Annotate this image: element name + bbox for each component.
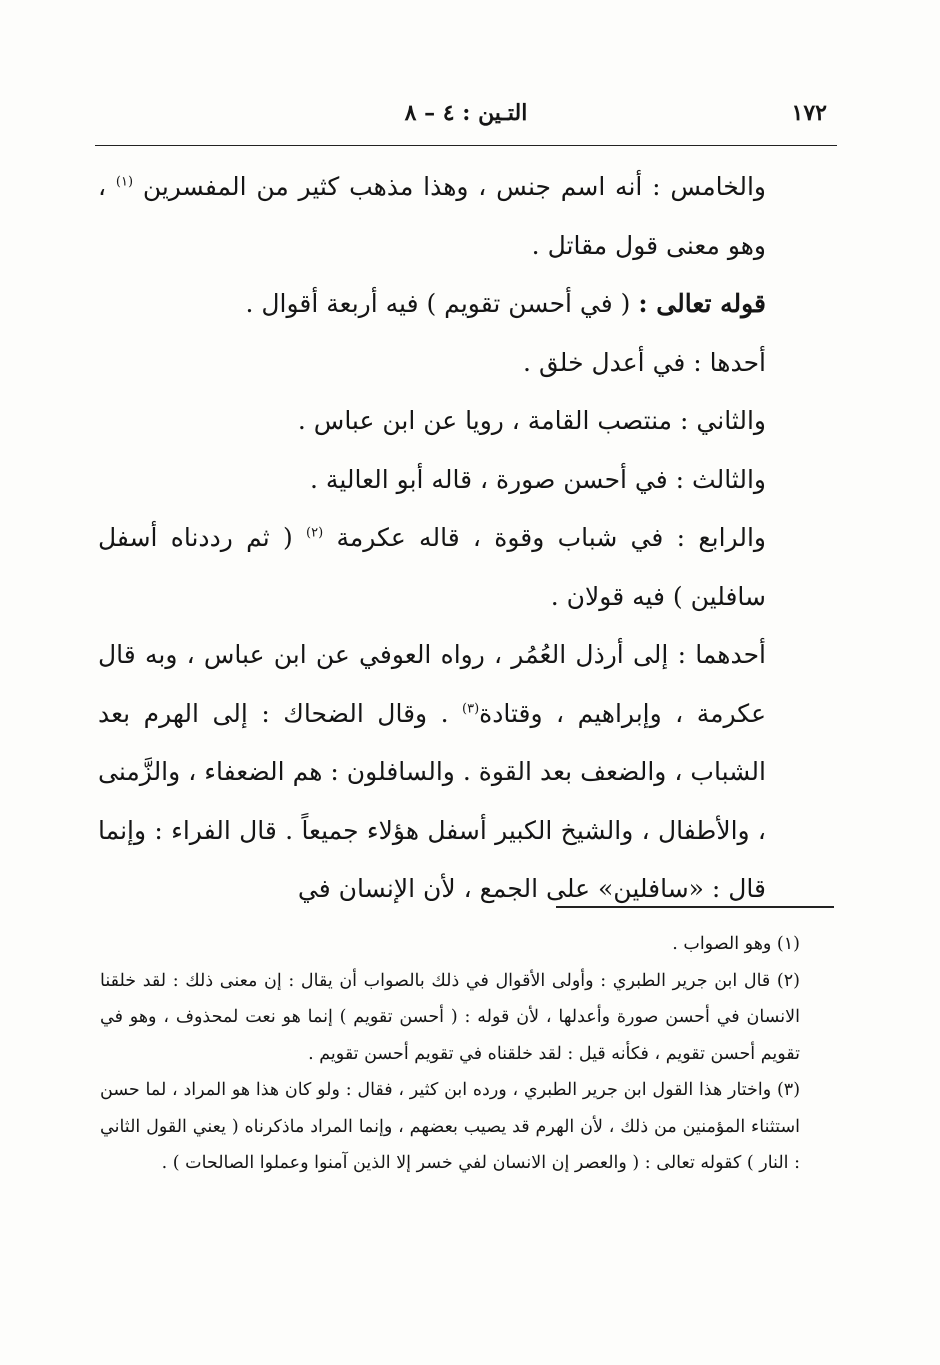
paragraph-2 <box>98 275 832 334</box>
footnote-3: (٣) واختار هذا القول ابن جرير الطبري ، ورده ابن كثير ، فقال : ولو كان هذا هو المراد ، لما حسن استثناء المؤمنين من ذلك ، لأن الهرم قد يصيب بعضهم ، وإنما المراد ماذكرناه ( يعني القول الثاني : النار ) كقوله تعالى : ( والعصر إن الانسان لفي خسر إلا الذين آمنوا وعملوا الصالحات ) . <box>100 1080 801 1173</box>
paragraph-3: أحدها : في أعدل خلق . <box>523 347 766 377</box>
running-title: التـين : ٤ – ٨ <box>404 100 528 126</box>
paragraph-4: والثاني : منتصب القامة ، رويا عن ابن عباس . <box>297 406 766 435</box>
paragraph-5: والثالث : في أحسن صورة ، قاله أبو العالية . <box>310 464 766 494</box>
paragraph-6-text: والرابع : في شباب وقوة ، قاله عكرمة <box>336 523 766 552</box>
paragraph-6-rest: ( ثم رددناه أسفل سافلين ) فيه قولان . <box>98 523 766 611</box>
footnote-1: (١) وهو الصواب . <box>672 934 800 954</box>
page-header <box>95 100 837 136</box>
paragraph-1-text: والخامس : أنه اسم جنس ، وهذا مذهب كثير من المفسرين <box>142 172 767 201</box>
paragraph-7 <box>98 626 832 919</box>
footnote-ref-1: (١) <box>115 174 134 190</box>
paragraph-7-rest: . وقال الضحاك : إلى الهرم بعد الشباب ، والضعف بعد القوة . والسافلون : هم الضعفاء ، والزَّمنى ، والأطفال ، والشيخ الكبير أسفل هؤلاء جميعاً . قال الفراء : وإنما قال : «سافلين» على الجمع ، لأن الإنسان في <box>98 698 766 903</box>
footnote-ref-3: (٣) <box>462 701 480 717</box>
paragraph-2-text: ( في أحسن تقويم ) فيه أربعة أقوال . <box>245 289 631 318</box>
paragraph-7-text: أحدهما : إلى أرذل العُمُر ، رواه العوفي عن ابن عباس ، وبه قال عكرمة ، وإبراهيم ، وقتادة <box>98 640 767 728</box>
paragraph-1-rest: ، وهو معنى قول مقاتل . <box>98 172 766 260</box>
paragraph-1 <box>98 158 832 275</box>
header-rule <box>95 145 837 146</box>
main-text <box>98 158 832 919</box>
paragraph-2-lead: قوله تعالى : <box>638 289 766 318</box>
page-number: ١٧٢ <box>791 100 827 126</box>
footnote-2: (٢) قال ابن جرير الطبري : وأولى الأقوال في ذلك بالصواب أن يقال : إن معنى ذلك : لقد خلقنا الانسان في أحسن صورة وأعدلها ، لأن قوله : ( أحسن تقويم ) إنما هو نعت لمحذوف ، وهو في تقويم أحسن تقويم ، فكأنه قيل : لقد خلقناه في تقويم أحسن تقويم . <box>100 970 800 1064</box>
footnotes <box>100 926 830 1182</box>
paragraph-6 <box>98 509 832 626</box>
footnote-ref-2: (٢) <box>306 525 324 541</box>
footnote-rule <box>556 906 834 908</box>
